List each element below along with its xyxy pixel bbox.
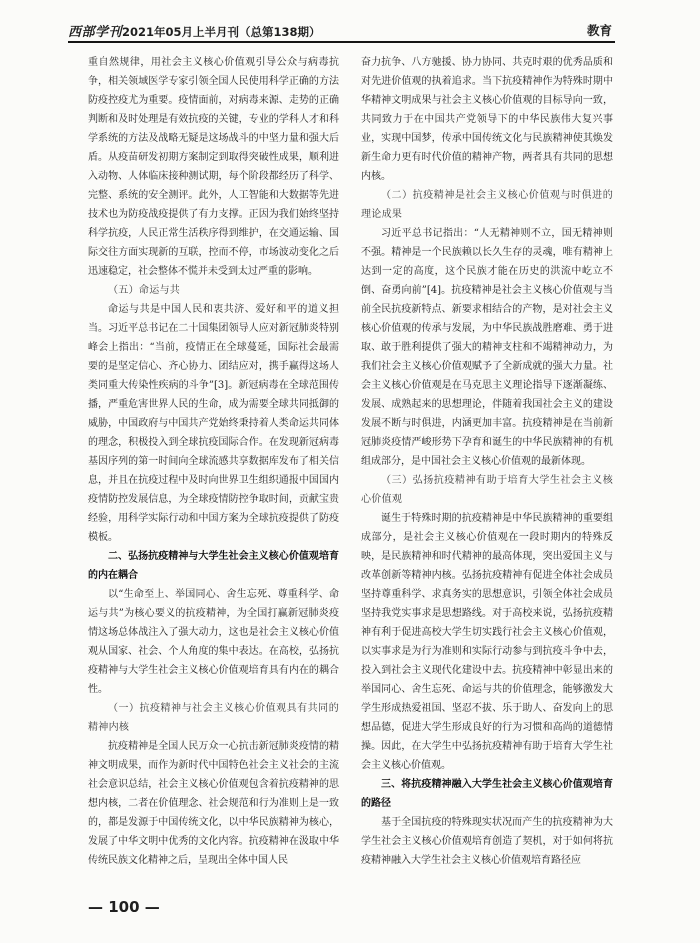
page-number: — 100 —: [88, 898, 160, 916]
issue-info: 2021年05月上半月刊（总第138期）: [122, 25, 321, 39]
running-header: [68, 21, 321, 40]
continued-paragraph: 奋力抗争、八方驰援、协力协同、共克时艰的优秀品质和对先进价值观的执着追求。当下抗疫精神作为特殊时期中华精神文明成果与社会主义核心价值观的目标导向一致，共同致力于在中国共产党领导下的中华民族伟大复兴事业，实现中国梦，传承中国传统文化与民族精神使其焕发新生命力更有时代价值的精神产物，两者具有共同的思想内核。: [361, 57, 613, 182]
subheading-5: （五）命运与共: [108, 285, 181, 296]
continued-paragraph: 重自然规律，用社会主义核心价值观引导公众与病毒抗争，相关领域医学专家引领全国人民使用科学正确的方法防疫控疫尤为重要。疫情面前，对病毒来源、走势的正确判断和及时处理是有效抗疫的关键，专业的学科人才和科学系统的方法及战略无疑是这场战斗的中坚力量和强大后盾。从疫苗研发初期方案制定到取得突破性成果，顺利进入动物、人体临床接种测试期，每个阶段都经历了科学、完整、系统的安全测评。此外，人工智能和大数据等先进技术也为防疫战疫提供了有力支撑。正因为我们始终坚持科学抗疫，人民正常生活秩序得到维护，在交通运输、国际交往方面实现新的互联，控而不停，市场波动变化之后迅速稳定，社会整体不慌并未受到太过严重的影响。: [88, 57, 339, 277]
paragraph-section-2: 以“生命至上、举国同心、舍生忘死、尊重科学、命运与共”为核心要义的抗疫精神，为全国打赢新冠肺炎疫情这场总体战注入了强大动力，这也是社会主义核心价值观从国家、社会、个人角度的集中表达。在高校，弘扬抗疫精神与大学生社会主义核心价值观培育具有内在的耦合性。: [88, 589, 339, 695]
paragraph-2-1: 抗疫精神是全国人民万众一心抗击新冠肺炎疫情的精神文明成果，而作为新时代中国特色社会主义社会的主流社会意识总结，社会主义核心价值观包含着抗疫精神的思想内核，二者在价值理念、社会规范和行为准则上是一致的，都是发源于中国传统文化，以中华民族精神为核心，发展了中华文明中优秀的文化内容。抗疫精神在汲取中华传统民族文化精神之后，呈现出全体中国人民: [88, 741, 339, 866]
section-2-title: 二、弘扬抗疫精神与大学生社会主义核心价值观培育的内在耦合: [88, 551, 339, 581]
subheading-2-2: （二）抗疫精神是社会主义核心价值观与时俱进的理论成果: [361, 190, 613, 220]
paragraph-2-2: 习近平总书记指出：“人无精神则不立，国无精神则不强。精神是一个民族赖以长久生存的灵魂，唯有精神上达到一定的高度，这个民族才能在历史的洪流中屹立不倒、奋勇向前”[4]。抗疫精神是社会主义核心价值观与当前全民抗疫新特点、新要求相结合的产物，是对社会主义核心价值观的传承与发展，为中华民族战胜磨难、勇于进取、敢于胜利提供了强大的精神支柱和不竭精神动力，为我们社会主义核心价值观赋予了全新成就的强大力量。社会主义核心价值观是在马克思主义理论指导下逐渐凝练、发展、成熟起来的思想理论，伴随着我国社会主义的建设发展不断与时俱进，内涵更加丰富。抗疫精神是在当前新冠肺炎疫情严峻形势下孕育和诞生的中华民族精神的有机组成部分，是中国社会主义核心价值观的最新体现。: [361, 228, 613, 467]
paragraph-2-3: 诞生于特殊时期的抗疫精神是中华民族精神的重要组成部分，是社会主义核心价值观在一段时期内的特殊反映，是民族精神和时代精神的最高体现，突出爱国主义与改革创新等精神内核。弘扬抗疫精神有促进全体社会成员坚持尊重科学、求真务实的思想意识，引领全体社会成员坚持我党实事求是思想路线。对于高校来说，弘扬抗疫精神有利于促进高校大学生切实践行社会主义核心价值观，以实事求是为行为准则和实际行动参与到抗疫斗争中去，投入到社会主义现代化建设中去。抗疫精神中彰显出来的举国同心、舍生忘死、命运与共的价值理念，能够激发大学生形成热爱祖国、坚忍不拔、乐于助人、奋发向上的思想品德，促进大学生形成良好的行为习惯和高尚的道德情操。因此，在大学生中弘扬抗疫精神有助于培育大学生社会主义核心价值观。: [361, 513, 613, 771]
journal-name: 西部学刊: [68, 25, 123, 40]
subheading-2-1: （一）抗疫精神与社会主义核心价值观具有共同的精神内核: [88, 703, 339, 733]
left-column: [88, 53, 339, 870]
section-3-title: 三、将抗疫精神融入大学生社会主义核心价值观培育的路径: [361, 779, 613, 809]
right-column: [361, 53, 613, 870]
paragraph-section-3: 基于全国抗疫的特殊现实状况而产生的抗疫精神为大学生社会主义核心价值观培育创造了契机，对于如何将抗疫精神融入大学生社会主义核心价值观培育路径应: [361, 817, 613, 866]
section-label: 教育: [586, 23, 612, 38]
paragraph-5: 命运与共是中国人民和衷共济、爱好和平的道义担当。习近平总书记在二十国集团领导人应对新冠肺炎特别峰会上指出：“当前，疫情正在全球蔓延，国际社会最需要的是坚定信心、齐心协力、团结应对，携手赢得这场人类同重大传染性疾病的斗争”[3]。新冠病毒在全球范围传播，严重危害世界人民的生命，成为需要全球共同抵御的威胁，中国政府与中国共产党始终秉持着人类命运共同体的理念，积极投入到全球抗疫国际合作。在发现新冠病毒基因序列的第一时间向全球流感共享数据库发布了相关信息，并且在抗疫过程中及时向世界卫生组织通报中国国内疫情防控发展信息，为全球疫情防控争取时间，贡献宝贵经验，用科学实际行动和中国方案为全球抗疫提供了防疫模板。: [88, 304, 339, 543]
header-rule: [68, 41, 615, 43]
subheading-2-3: （三）弘扬抗疫精神有助于培育大学生社会主义核心价值观: [361, 475, 613, 505]
